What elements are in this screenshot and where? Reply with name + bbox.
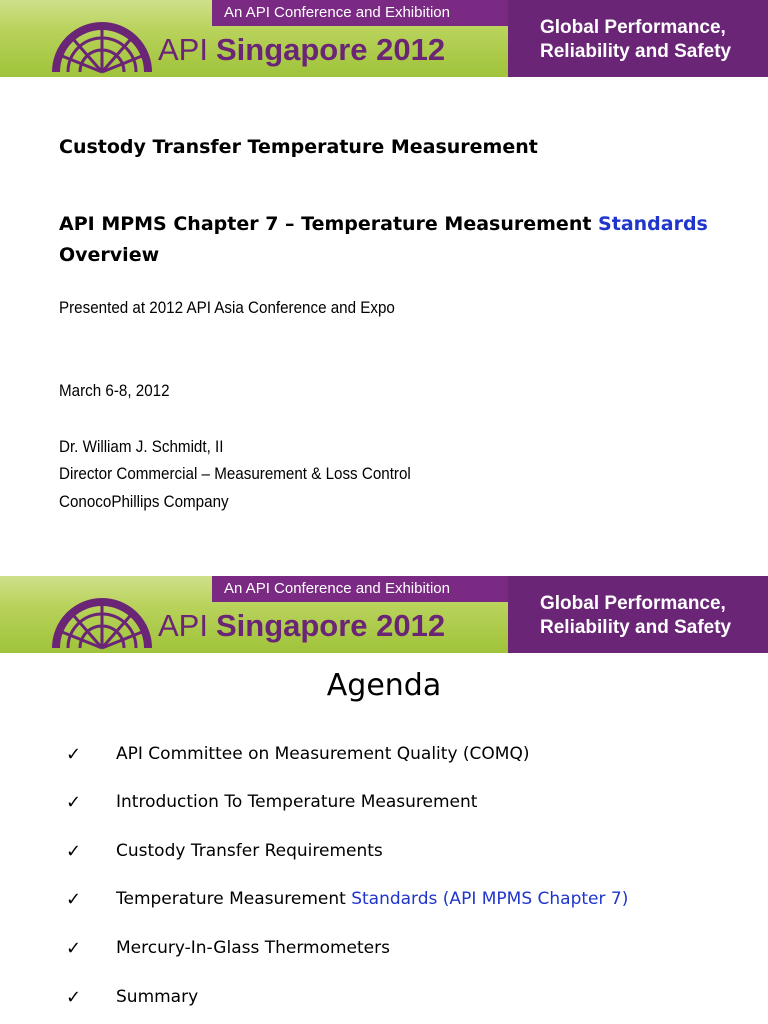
agenda-item bbox=[66, 938, 746, 968]
checkmark-icon: ✓ bbox=[66, 841, 82, 862]
agenda-item-text bbox=[116, 841, 383, 861]
agenda-item bbox=[66, 841, 746, 871]
agenda-item-text bbox=[116, 744, 529, 764]
event-date: March 6-8, 2012 bbox=[59, 382, 170, 400]
checkmark-icon: ✓ bbox=[66, 792, 82, 813]
agenda-item-label: Custody Transfer Requirements bbox=[116, 841, 383, 861]
presenter-company: ConocoPhillips Company bbox=[59, 493, 229, 511]
presentation-heading bbox=[59, 209, 749, 271]
presenter-name: Dr. William J. Schmidt, II bbox=[59, 438, 224, 456]
heading-highlight: Standards bbox=[598, 213, 708, 235]
conference-banner bbox=[0, 0, 768, 77]
presenter-title: Director Commercial – Measurement & Loss Control bbox=[59, 465, 411, 483]
agenda-item bbox=[66, 987, 746, 1017]
agenda-item-label: Summary bbox=[116, 987, 199, 1007]
banner-subtitle: An API Conference and Exhibition bbox=[224, 580, 450, 597]
globe-arc-logo-icon bbox=[52, 586, 152, 650]
agenda-item bbox=[66, 792, 746, 822]
heading-part-2: Overview bbox=[59, 244, 160, 266]
heading-part-1: API MPMS Chapter 7 – Temperature Measurement bbox=[59, 213, 599, 235]
agenda-item-text bbox=[116, 987, 198, 1007]
agenda-item-text bbox=[116, 938, 390, 958]
tagline-line-2: Reliability and Safety bbox=[540, 41, 732, 62]
presentation-title: Custody Transfer Temperature Measurement bbox=[59, 136, 538, 158]
brand-api: API bbox=[158, 608, 208, 643]
agenda-item-label: Mercury-In-Glass Thermometers bbox=[116, 938, 390, 958]
banner-tagline bbox=[540, 16, 765, 64]
globe-arc-logo-icon bbox=[52, 10, 152, 74]
brand-api: API bbox=[158, 32, 208, 67]
tagline-line-1: Global Performance, bbox=[540, 17, 726, 38]
banner-subtitle: An API Conference and Exhibition bbox=[224, 4, 450, 21]
checkmark-icon: ✓ bbox=[66, 889, 82, 910]
agenda-item-label: API Committee on Measurement Quality (COMQ) bbox=[116, 744, 530, 764]
brand-event: Singapore 2012 bbox=[215, 608, 446, 643]
tagline-line-2: Reliability and Safety bbox=[540, 617, 732, 638]
agenda-item-label: Introduction To Temperature Measurement bbox=[116, 792, 478, 812]
checkmark-icon: ✓ bbox=[66, 987, 82, 1008]
agenda-item-text bbox=[116, 889, 628, 909]
agenda-title: Agenda bbox=[326, 668, 442, 703]
checkmark-icon: ✓ bbox=[66, 744, 82, 765]
agenda-item bbox=[66, 744, 746, 774]
agenda-item-text bbox=[116, 792, 477, 812]
tagline-line-1: Global Performance, bbox=[540, 593, 726, 614]
agenda-item-label: Temperature Measurement bbox=[116, 889, 352, 909]
brand-wordmark bbox=[158, 32, 445, 68]
checkmark-icon: ✓ bbox=[66, 938, 82, 959]
conference-banner bbox=[0, 576, 768, 653]
brand-wordmark bbox=[158, 608, 445, 644]
agenda-slide bbox=[0, 576, 768, 1024]
presented-at: Presented at 2012 API Asia Conference and Expo bbox=[59, 299, 395, 317]
banner-tagline bbox=[540, 592, 765, 640]
brand-event: Singapore 2012 bbox=[215, 32, 446, 67]
agenda-item bbox=[66, 889, 746, 919]
agenda-item-highlight: Standards (API MPMS Chapter 7) bbox=[351, 889, 629, 909]
